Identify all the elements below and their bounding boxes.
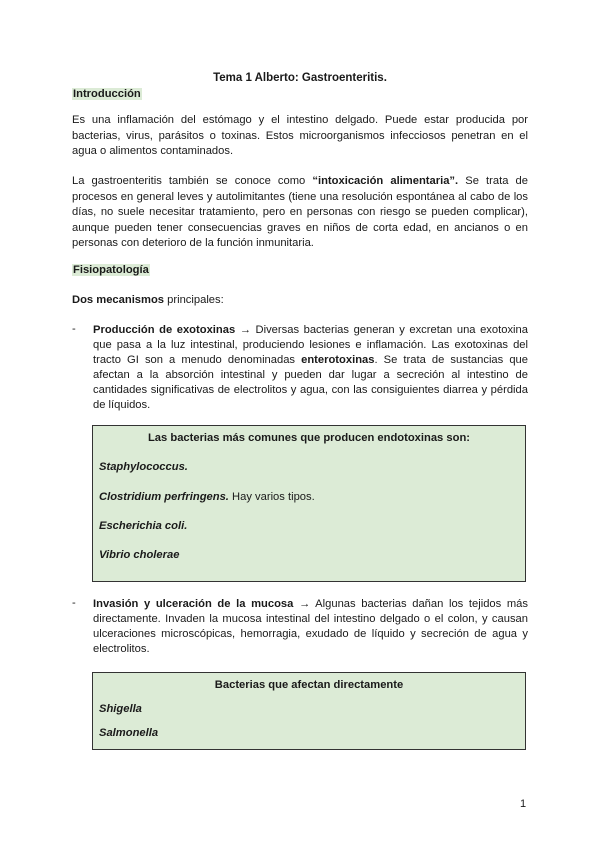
fisiopatologia-heading: Fisiopatología — [73, 264, 149, 276]
intro-paragraph-2: La gastroenteritis también se conoce como “intoxicación alimentaria”. Se trata de procesos en general leves y autolimitantes (tiene una resolución espontánea al cabo de los días, no suele necesitar tratamiento, pero en personas con riesgo se pueden complicar), aunque pueden tener consecuencias graves en niños de corta edad, en ancianos o en personas con deterioro de la función inmunitaria. — [72, 175, 528, 249]
document-title: Tema 1 Alberto: Gastroenteritis. — [213, 72, 387, 84]
bacteria-staphylococcus: Staphylococcus. — [99, 461, 188, 473]
intro-paragraph-1: Es una inflamación del estómago y el intestino delgado. Puede estar producida por bacterias, virus, parásitos o toxinas. Estos microorganismos infecciosos penetran en el agua o alimentos contaminados. — [72, 114, 528, 157]
bacteria-clostridium: Clostridium perfringens. Hay varios tipos. — [99, 491, 315, 503]
bacteria-vibrio: Vibrio cholerae — [99, 549, 180, 561]
bullet-exotoxinas-text: Producción de exotoxinas → Diversas bacterias generan y excretan una exotoxina que pasa a la luz intestinal, produciendo lesiones e inflamación. Las exotoxinas del tracto GI son a menudo denominadas enterotoxinas. Se trata de sustancias que afectan a la absorción intestinal y pueden dar lugar a secreción al intestino de cantidades significativas de electrolitos y agua, con las consiguientes diarrea y pérdida de líquidos. — [93, 324, 528, 411]
bullet-dash: - — [72, 323, 76, 335]
bacteria-salmonella: Salmonella — [99, 727, 159, 739]
bacteria-escherichia: Escherichia coli. — [99, 520, 188, 532]
page-number: 1 — [520, 798, 527, 810]
mechanisms-intro: Dos mecanismos principales: — [72, 294, 224, 306]
bullet-invasion-text: Invasión y ulceración de la mucosa → Algunas bacterias dañan los tejidos más directamente. Invaden la mucosa intestinal del intestino delgado o el colon, y causan ulceraciones microscópicas, hemorragia, exudado de líquido y secreción de agua y electrolitos. — [93, 598, 528, 655]
box-endotoxin-bacteria — [92, 425, 526, 582]
box-endotoxin-title: Las bacterias más comunes que producen endotoxinas son: — [147, 432, 471, 444]
box-direct-bacteria — [92, 672, 526, 750]
bacteria-shigella: Shigella — [99, 703, 142, 715]
bullet-dash: - — [72, 597, 76, 609]
intro-heading: Introducción — [73, 88, 141, 100]
box-direct-title: Bacterias que afectan directamente — [214, 679, 404, 691]
